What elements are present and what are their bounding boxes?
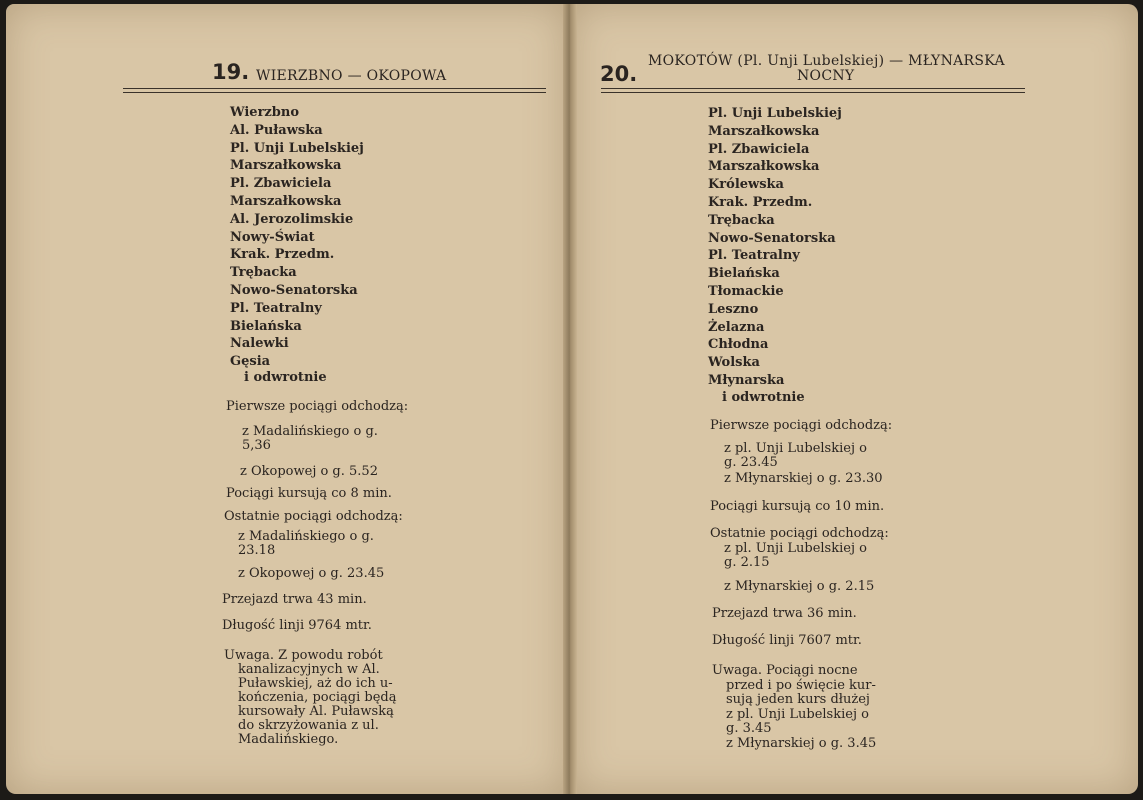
line-number: 19. [212, 60, 250, 84]
stop-item: Wolska [708, 355, 760, 371]
stop-item: Bielańska [708, 266, 780, 282]
remark-line: Uwaga. Pociągi nocne [712, 663, 858, 678]
last-trains-heading: Ostatnie pociągi odchodzą: [710, 526, 889, 541]
last-train-a: z pl. Unji Lubelskiej o [724, 541, 867, 556]
line-number: 20. [600, 62, 638, 86]
last-train-a-time: 23.18 [238, 543, 276, 558]
stop-item: Pl. Teatralny [230, 300, 322, 316]
first-train-a-time: 5,36 [242, 438, 271, 453]
remark-line: Puławskiej, aż do ich u- [238, 676, 393, 691]
return-note: i odwrotnie [722, 389, 805, 405]
stop-list [230, 104, 364, 385]
first-train-b: z Okopowej o g. 5.52 [240, 464, 378, 479]
first-trains-heading: Pierwsze pociągi odchodzą: [710, 418, 893, 433]
line-length: Długość linji 9764 mtr. [222, 618, 372, 633]
stop-item: Pl. Zbawiciela [708, 141, 810, 157]
remark-line: g. 3.45 [726, 721, 772, 736]
remark-line: sują jeden kurs dłużej [726, 692, 870, 707]
stop-item: Tłomackie [708, 283, 784, 299]
return-note: i odwrotnie [244, 369, 327, 385]
stop-item: Nowo-Senatorska [708, 230, 836, 246]
stop-item: Królewska [708, 177, 784, 193]
header-rule [123, 88, 546, 93]
first-trains-heading: Pierwsze pociągi odchodzą: [226, 399, 409, 414]
remark-line: z Młynarskiej o g. 3.45 [726, 735, 877, 751]
line-title: WIERZBNO — OKOPOWA [256, 68, 447, 84]
stop-item: Al. Puławska [230, 122, 323, 138]
line-length: Długość linji 7607 mtr. [712, 633, 862, 648]
stop-item: Żelazna [708, 319, 765, 335]
remark-line: kursowały Al. Puławską [238, 704, 394, 719]
stop-item: Krak. Przedm. [230, 247, 335, 263]
remark-line: kończenia, pociągi będą [238, 690, 397, 705]
stop-item: Marszałkowska [708, 123, 820, 139]
stop-item: Nowo-Senatorska [230, 282, 358, 298]
stop-item: Leszno [708, 301, 759, 317]
stop-item: Pl. Unji Lubelskiej [708, 106, 842, 121]
travel-duration: Przejazd trwa 36 min. [712, 606, 857, 621]
travel-duration: Przejazd trwa 43 min. [222, 592, 367, 607]
stop-item: Bielańska [230, 318, 302, 334]
remark [224, 649, 396, 747]
stop-item: Nowy-Świat [230, 229, 315, 245]
line-title: MOKOTÓW (Pl. Unji Lubelskiej) — MŁYNARSKA [648, 53, 1005, 69]
stop-item: Gęsia [230, 354, 271, 370]
stop-item: Pl. Zbawiciela [230, 176, 332, 192]
stop-item: Chłodna [708, 337, 769, 353]
first-train-a-time: g. 23.45 [724, 455, 778, 470]
stop-item: Krak. Przedm. [708, 194, 813, 210]
stop-item: Wierzbno [230, 105, 300, 120]
stop-item: Nalewki [230, 336, 289, 352]
stop-item: Marszałkowska [708, 159, 820, 175]
frequency: Pociągi kursują co 8 min. [226, 486, 392, 501]
book-spine [563, 4, 577, 794]
stop-item: Marszałkowska [230, 158, 342, 174]
frequency: Pociągi kursują co 10 min. [710, 499, 885, 514]
stop-item: Al. Jerozolimskie [230, 211, 354, 227]
last-train-a: z Madalińskiego o g. [238, 529, 374, 544]
first-train-b: z Młynarskiej o g. 23.30 [724, 471, 883, 486]
stop-item: Młynarska [708, 372, 785, 388]
remark [712, 664, 876, 751]
remark-line: przed i po święcie kur- [726, 677, 876, 693]
stop-item: Marszałkowska [230, 193, 342, 209]
last-trains-heading: Ostatnie pociągi odchodzą: [224, 509, 403, 524]
header-rule [601, 88, 1025, 93]
remark-line: do skrzyżowania z ul. [238, 718, 379, 733]
remark-line: Madalińskiego. [238, 732, 339, 747]
first-train-a: z pl. Unji Lubelskiej o [724, 441, 867, 456]
stop-item: Pl. Teatralny [708, 248, 800, 264]
last-train-b: z Okopowej o g. 23.45 [238, 566, 385, 581]
stop-item: Pl. Unji Lubelskiej [230, 140, 364, 156]
last-train-b: z Młynarskiej o g. 2.15 [724, 579, 875, 594]
line-subtitle: NOCNY [797, 68, 855, 84]
stop-list [708, 105, 842, 405]
stop-item: Trębacka [230, 265, 297, 281]
remark-line: Uwaga. Z powodu robót [224, 648, 383, 663]
remark-line: z pl. Unji Lubelskiej o [726, 706, 869, 722]
stop-item: Trębacka [708, 212, 775, 228]
last-train-a-time: g. 2.15 [724, 555, 770, 570]
remark-line: kanalizacyjnych w Al. [238, 662, 380, 677]
first-train-a: z Madalińskiego o g. [242, 424, 378, 439]
